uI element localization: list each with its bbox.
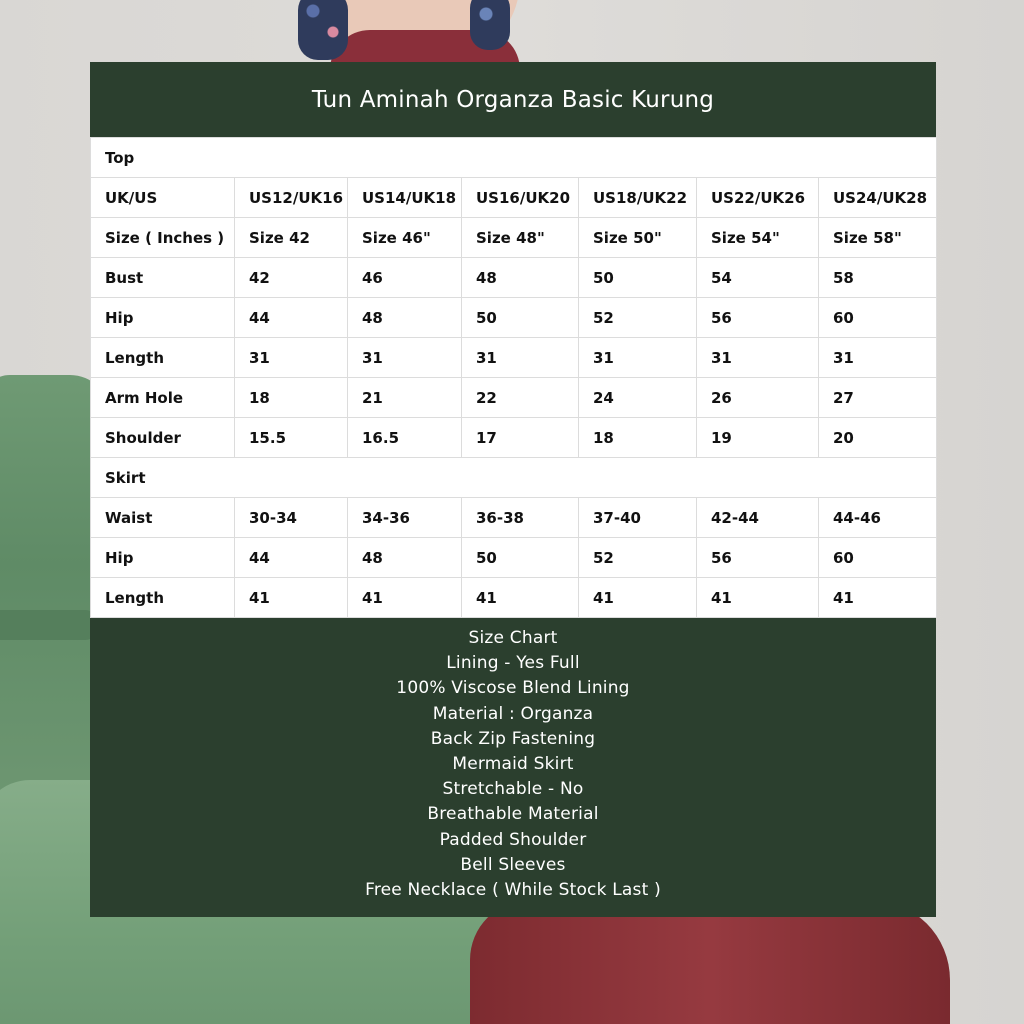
table-cell: 60 (819, 538, 937, 578)
detail-line: Mermaid Skirt (452, 754, 574, 775)
detail-line: Bell Sleeves (460, 854, 566, 875)
table-cell: Size 46" (348, 218, 462, 258)
detail-line: Padded Shoulder (439, 829, 587, 850)
table-cell: 36-38 (462, 498, 579, 538)
table-cell: 41 (235, 578, 348, 618)
size-table (90, 137, 937, 618)
table-row (91, 538, 937, 578)
table-cell: 31 (348, 338, 462, 378)
table-cell: 50 (579, 258, 697, 298)
table-cell: 41 (462, 578, 579, 618)
table-cell: 31 (697, 338, 819, 378)
table-row (91, 498, 937, 538)
table-cell: US22/UK26 (697, 178, 819, 218)
table-cell: 60 (819, 298, 937, 338)
row-label-cell: Length (91, 578, 235, 618)
table-cell: 42 (235, 258, 348, 298)
title-banner (90, 62, 936, 137)
size-chart-card (90, 62, 936, 917)
table-cell: 20 (819, 418, 937, 458)
detail-line: Stretchable - No (442, 779, 584, 800)
table-row (91, 418, 937, 458)
table-cell: 41 (579, 578, 697, 618)
table-cell: 15.5 (235, 418, 348, 458)
table-cell: 48 (348, 298, 462, 338)
table-cell: 48 (348, 538, 462, 578)
detail-line: Free Necklace ( While Stock Last ) (365, 880, 661, 901)
table-cell: 41 (697, 578, 819, 618)
row-label-cell: Length (91, 338, 235, 378)
row-label-cell: Shoulder (91, 418, 235, 458)
table-row (91, 178, 937, 218)
table-cell: 56 (697, 538, 819, 578)
table-row (91, 338, 937, 378)
table-row (91, 298, 937, 338)
table-cell: 21 (348, 378, 462, 418)
table-cell: 19 (697, 418, 819, 458)
row-label-cell: Arm Hole (91, 378, 235, 418)
row-label-cell: Size ( Inches ) (91, 218, 235, 258)
table-cell: Size 42 (235, 218, 348, 258)
table-cell: 22 (462, 378, 579, 418)
table-cell: 46 (348, 258, 462, 298)
table-cell: 18 (579, 418, 697, 458)
background-sofa-fold (0, 610, 100, 640)
table-cell: 54 (697, 258, 819, 298)
detail-line: Breathable Material (427, 804, 599, 825)
detail-line: 100% Viscose Blend Lining (396, 678, 630, 699)
section-header-row (91, 458, 937, 498)
detail-line: Size Chart (468, 628, 558, 648)
product-details-panel (90, 618, 936, 917)
table-cell: Size 48" (462, 218, 579, 258)
table-cell: 41 (819, 578, 937, 618)
table-row (91, 218, 937, 258)
row-label-cell: Hip (91, 538, 235, 578)
table-cell: US14/UK18 (348, 178, 462, 218)
table-cell: 31 (819, 338, 937, 378)
table-cell: 30-34 (235, 498, 348, 538)
table-cell: Size 50" (579, 218, 697, 258)
background-scarf-left (298, 0, 348, 60)
table-cell: 24 (579, 378, 697, 418)
section-label: Skirt (91, 458, 937, 498)
row-label-cell: UK/US (91, 178, 235, 218)
row-label-cell: Waist (91, 498, 235, 538)
table-row (91, 578, 937, 618)
table-cell: US18/UK22 (579, 178, 697, 218)
table-cell: 44 (235, 298, 348, 338)
table-row (91, 258, 937, 298)
table-cell: 52 (579, 298, 697, 338)
table-cell: 48 (462, 258, 579, 298)
row-label-cell: Bust (91, 258, 235, 298)
detail-line: Material : Organza (432, 703, 594, 724)
product-title: Tun Aminah Organza Basic Kurung (311, 86, 715, 113)
table-cell: 50 (462, 538, 579, 578)
background-dress (470, 900, 950, 1024)
background-scarf-right (470, 0, 510, 50)
detail-line: Back Zip Fastening (430, 728, 596, 749)
table-cell: 56 (697, 298, 819, 338)
table-cell: Size 54" (697, 218, 819, 258)
table-cell: 31 (235, 338, 348, 378)
table-cell: 18 (235, 378, 348, 418)
table-cell: 41 (348, 578, 462, 618)
table-cell: US12/UK16 (235, 178, 348, 218)
detail-line: Lining - Yes Full (446, 653, 580, 674)
table-cell: Size 58" (819, 218, 937, 258)
table-cell: 34-36 (348, 498, 462, 538)
row-label-cell: Hip (91, 298, 235, 338)
table-row (91, 378, 937, 418)
table-cell: 31 (579, 338, 697, 378)
table-cell: 26 (697, 378, 819, 418)
table-cell: US16/UK20 (462, 178, 579, 218)
table-cell: 37-40 (579, 498, 697, 538)
table-cell: 52 (579, 538, 697, 578)
table-cell: 44 (235, 538, 348, 578)
table-cell: 17 (462, 418, 579, 458)
table-cell: 42-44 (697, 498, 819, 538)
table-cell: 58 (819, 258, 937, 298)
section-label: Top (91, 138, 937, 178)
section-header-row (91, 138, 937, 178)
table-cell: 44-46 (819, 498, 937, 538)
table-cell: 16.5 (348, 418, 462, 458)
table-cell: 31 (462, 338, 579, 378)
table-cell: US24/UK28 (819, 178, 937, 218)
table-cell: 50 (462, 298, 579, 338)
table-cell: 27 (819, 378, 937, 418)
